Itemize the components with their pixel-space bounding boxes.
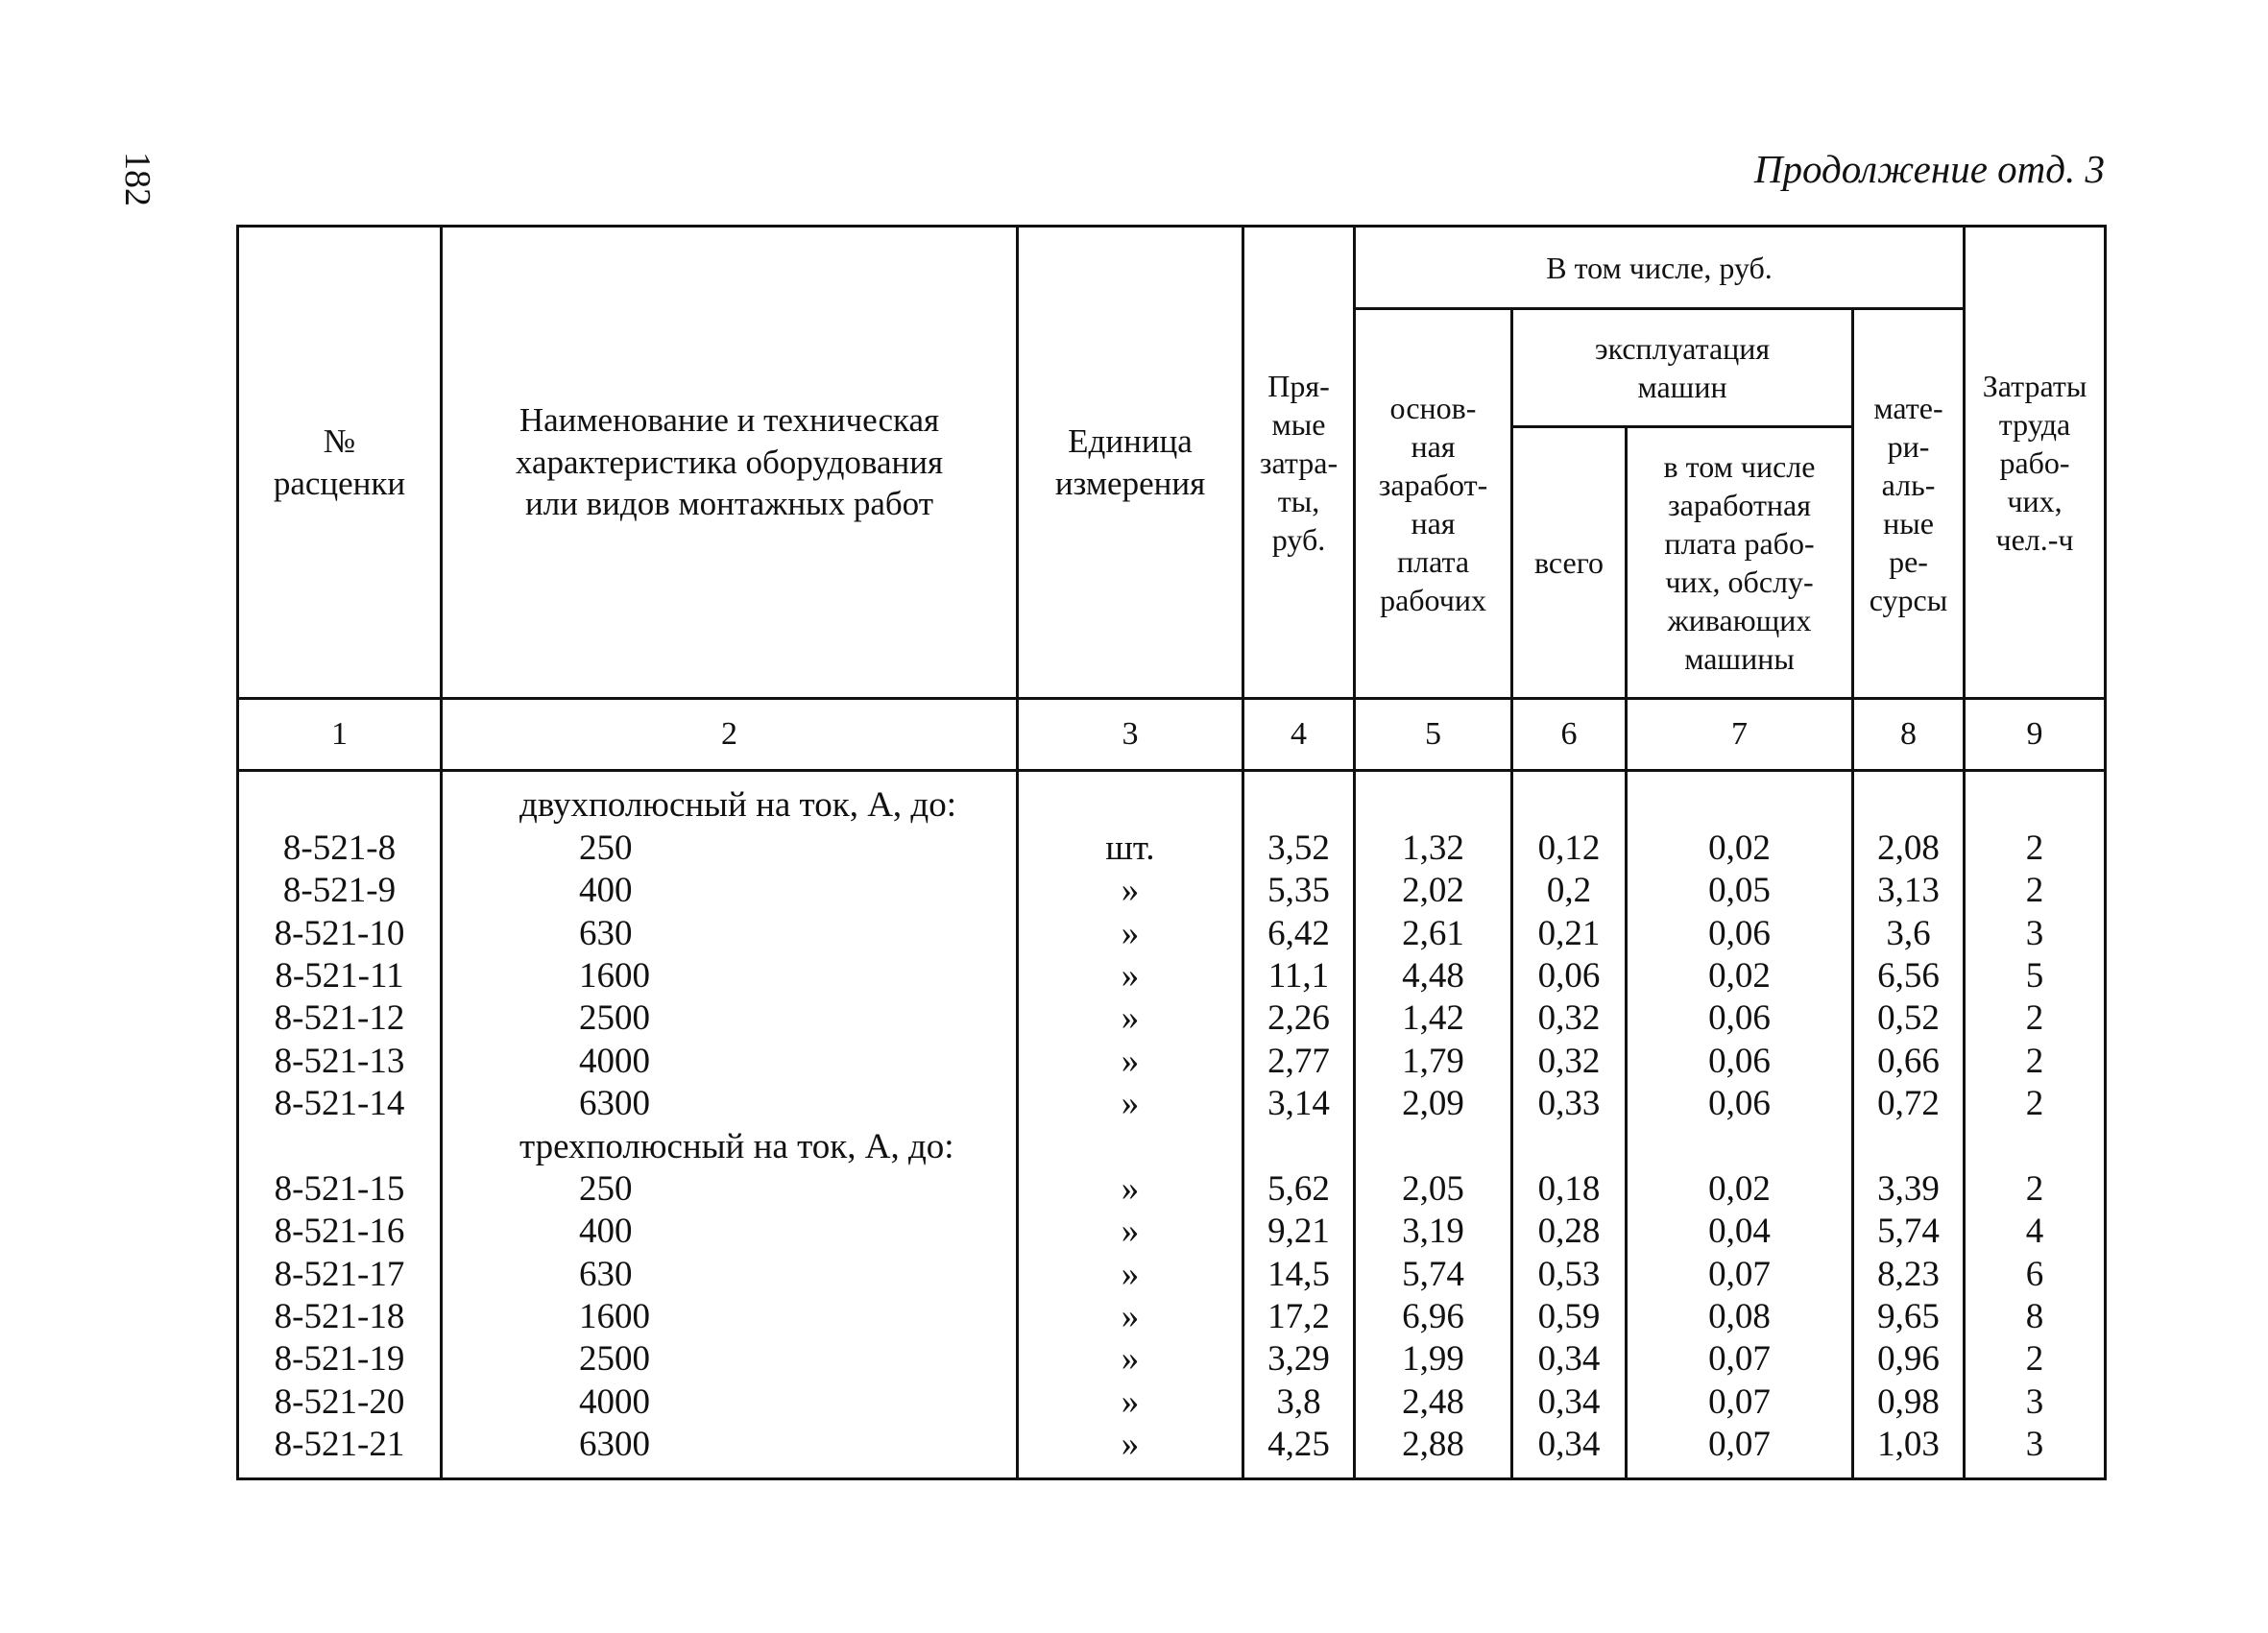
cell-code: 8-521-12 <box>274 998 405 1039</box>
cell-labor: 8 <box>2025 1297 2044 1337</box>
cell-labor: 6 <box>2025 1254 2044 1294</box>
header-rate-number: № расценки <box>238 227 442 699</box>
cell-direct: 11,1 <box>1267 955 1330 996</box>
header-direct-costs: Пря- мые затра- ты, руб. <box>1243 227 1355 699</box>
cell-mach-total: 0,34 <box>1537 1381 1601 1422</box>
cell-wage: 2,48 <box>1402 1381 1464 1422</box>
cell-name: 6300 <box>579 1084 650 1124</box>
cell-wage: 6,96 <box>1402 1297 1464 1337</box>
header-materials: мате- ри- аль- ные ре- сурсы <box>1853 309 1965 699</box>
cell-code: 8-521-15 <box>274 1168 405 1209</box>
header-name: Наименование и техническая характеристика оборудования или видов монтажных работ <box>442 227 1018 699</box>
cell-mach-wage: 0,08 <box>1708 1297 1771 1337</box>
cell-labor: 3 <box>2025 1381 2044 1422</box>
cell-labor <box>1966 783 2104 826</box>
cell-unit: » <box>1121 1168 1140 1209</box>
cell-materials: 0,52 <box>1877 998 1940 1039</box>
cell-materials: 5,74 <box>1877 1212 1940 1252</box>
cell-wage: 1,42 <box>1402 998 1464 1039</box>
materials-column <box>1853 771 1965 1479</box>
cell-code: 8-521-14 <box>274 1084 405 1124</box>
cell-mach-total: 0,06 <box>1537 955 1601 996</box>
header-machine-total: всего <box>1512 427 1627 699</box>
cell-materials: 0,72 <box>1877 1084 1940 1124</box>
continuation-caption: Продолжение отд. 3 <box>1753 147 2105 191</box>
cell-mach-total <box>1513 1125 1625 1167</box>
cell-materials: 9,65 <box>1877 1297 1940 1337</box>
header-base-wage: основ- ная заработ- ная плата рабочих <box>1355 309 1512 699</box>
cell-labor: 5 <box>2025 955 2044 996</box>
cell-name: 250 <box>579 1168 633 1209</box>
cell-code: 8-521-20 <box>274 1381 405 1422</box>
cell-wage: 1,79 <box>1402 1041 1464 1081</box>
cell-mach-wage: 0,07 <box>1708 1339 1771 1380</box>
cell-code: 8-521-9 <box>282 871 397 911</box>
cell-materials: 0,96 <box>1877 1339 1940 1380</box>
cell-mach-wage <box>1628 1125 1851 1167</box>
cell-code: 8-521-21 <box>274 1425 405 1465</box>
cell-wage: 1,32 <box>1402 828 1464 868</box>
cell-mach-total <box>1513 783 1625 826</box>
cell-name: 400 <box>579 1212 633 1252</box>
cell-mach-wage <box>1628 783 1851 826</box>
cell-unit: » <box>1121 1084 1140 1124</box>
cell-labor: 4 <box>2025 1212 2044 1252</box>
cell-materials: 2,08 <box>1877 828 1940 868</box>
cell-name: 2500 <box>579 998 650 1039</box>
cell-direct: 2,77 <box>1267 1041 1330 1081</box>
cell-unit: » <box>1121 1212 1140 1252</box>
cell-materials: 1,03 <box>1877 1425 1940 1465</box>
cell-mach-total: 0,53 <box>1537 1254 1601 1294</box>
cell-materials: 0,66 <box>1877 1041 1940 1081</box>
cell-wage: 2,88 <box>1402 1425 1464 1465</box>
cell-materials: 3,39 <box>1877 1168 1940 1209</box>
cell-unit: » <box>1121 1339 1140 1380</box>
cell-unit: » <box>1121 1381 1140 1422</box>
cell-labor: 2 <box>2025 871 2044 911</box>
cell-direct: 6,42 <box>1267 913 1330 953</box>
cell-mach-wage: 0,05 <box>1708 871 1771 911</box>
cell-materials <box>1854 1125 1963 1167</box>
cell-mach-total: 0,21 <box>1537 913 1601 953</box>
cell-direct: 3,29 <box>1267 1339 1330 1380</box>
cell-name: 4000 <box>579 1041 650 1081</box>
cell-direct: 3,8 <box>1276 1381 1321 1422</box>
cell-direct: 3,14 <box>1267 1084 1330 1124</box>
header-machine-operation: эксплуатация машин <box>1512 309 1853 427</box>
cell-unit <box>1019 1125 1242 1167</box>
rates-table <box>236 225 2107 1480</box>
names-column <box>442 771 1018 1479</box>
cell-code: 8-521-10 <box>274 913 405 953</box>
cell-mach-wage: 0,02 <box>1708 955 1771 996</box>
cell-code: 8-521-13 <box>274 1041 405 1081</box>
cell-materials: 6,56 <box>1877 955 1940 996</box>
cell-code: 8-521-17 <box>274 1254 405 1294</box>
cell-code: 8-521-16 <box>274 1212 405 1252</box>
cell-materials: 8,23 <box>1877 1254 1940 1294</box>
cell-labor: 2 <box>2025 828 2044 868</box>
cell-mach-total: 0,2 <box>1546 871 1592 911</box>
column-number: 7 <box>1627 699 1853 771</box>
cell-direct: 2,26 <box>1267 998 1330 1039</box>
cell-code: 8-521-11 <box>275 955 404 996</box>
header-including: В том числе, руб. <box>1355 227 1965 309</box>
cell-mach-total: 0,28 <box>1537 1212 1601 1252</box>
cell-labor <box>1966 1125 2104 1167</box>
machine-wage-column <box>1627 771 1853 1479</box>
cell-materials: 3,13 <box>1877 871 1940 911</box>
cell-unit: » <box>1121 1254 1140 1294</box>
cell-mach-wage: 0,06 <box>1708 1041 1771 1081</box>
cell-mach-wage: 0,06 <box>1708 998 1771 1039</box>
cell-wage: 2,09 <box>1402 1084 1464 1124</box>
cell-unit <box>1019 783 1242 826</box>
cell-name: 4000 <box>579 1381 650 1422</box>
column-number: 2 <box>442 699 1018 771</box>
column-number: 4 <box>1243 699 1355 771</box>
cell-labor: 3 <box>2025 913 2044 953</box>
page-number: 182 <box>117 152 157 206</box>
header-machine-wage: в том числе заработная плата рабо- чих, обслу- живающих машины <box>1627 427 1853 699</box>
cell-mach-wage: 0,07 <box>1708 1381 1771 1422</box>
cell-labor: 3 <box>2025 1425 2044 1465</box>
cell-direct: 14,5 <box>1267 1254 1330 1294</box>
cell-mach-wage: 0,07 <box>1708 1254 1771 1294</box>
cell-labor: 2 <box>2025 1041 2044 1081</box>
cell-code <box>239 783 440 826</box>
cell-direct: 9,21 <box>1267 1212 1330 1252</box>
cell-labor: 2 <box>2025 998 2044 1039</box>
column-number: 3 <box>1018 699 1243 771</box>
direct-costs-column <box>1243 771 1355 1479</box>
cell-mach-total: 0,34 <box>1537 1339 1601 1380</box>
cell-wage: 4,48 <box>1402 955 1464 996</box>
cell-mach-total: 0,34 <box>1537 1425 1601 1465</box>
cell-unit: шт. <box>1105 828 1155 868</box>
cell-wage: 3,19 <box>1402 1212 1464 1252</box>
cell-unit: » <box>1121 1297 1140 1337</box>
cell-code: 8-521-19 <box>274 1339 405 1380</box>
cell-materials <box>1854 783 1963 826</box>
cell-mach-total: 0,12 <box>1537 828 1601 868</box>
cell-direct: 3,52 <box>1267 828 1330 868</box>
cell-wage: 5,74 <box>1402 1254 1464 1294</box>
cell-name: 1600 <box>579 955 650 996</box>
column-number: 8 <box>1853 699 1965 771</box>
cell-name: 250 <box>579 828 633 868</box>
cell-labor: 2 <box>2025 1339 2044 1380</box>
cell-name: 2500 <box>579 1339 650 1380</box>
cell-mach-wage: 0,02 <box>1708 1168 1771 1209</box>
section-heading: двухполюсный на ток, А, до: <box>519 785 957 826</box>
cell-mach-wage: 0,06 <box>1708 913 1771 953</box>
cell-mach-total: 0,18 <box>1537 1168 1601 1209</box>
cell-name: 6300 <box>579 1425 650 1465</box>
cell-code: 8-521-8 <box>282 828 397 868</box>
cell-unit: » <box>1121 955 1140 996</box>
column-number: 5 <box>1355 699 1512 771</box>
header-unit: Единица измерения <box>1018 227 1243 699</box>
cell-name: 1600 <box>579 1297 650 1337</box>
rate-codes-column <box>238 771 442 1479</box>
cell-unit: » <box>1121 1041 1140 1081</box>
cell-unit: » <box>1121 998 1140 1039</box>
cell-wage <box>1356 1125 1510 1167</box>
machine-total-column <box>1512 771 1627 1479</box>
cell-mach-total: 0,32 <box>1537 998 1601 1039</box>
cell-mach-wage: 0,02 <box>1708 828 1771 868</box>
cell-wage: 2,05 <box>1402 1168 1464 1209</box>
cell-mach-total: 0,59 <box>1537 1297 1601 1337</box>
section-heading: трехполюсный на ток, А, до: <box>519 1126 954 1166</box>
column-number: 1 <box>238 699 442 771</box>
base-wage-column <box>1355 771 1512 1479</box>
cell-mach-wage: 0,04 <box>1708 1212 1771 1252</box>
cell-direct: 4,25 <box>1267 1425 1330 1465</box>
cell-wage: 1,99 <box>1402 1339 1464 1380</box>
cell-unit: » <box>1121 1425 1140 1465</box>
cell-mach-wage: 0,07 <box>1708 1425 1771 1465</box>
units-column <box>1018 771 1243 1479</box>
cell-materials: 3,6 <box>1886 913 1931 953</box>
cell-unit: » <box>1121 913 1140 953</box>
cell-code <box>239 1125 440 1167</box>
cell-mach-wage: 0,06 <box>1708 1084 1771 1124</box>
cell-mach-total: 0,32 <box>1537 1041 1601 1081</box>
cell-direct: 5,62 <box>1267 1168 1330 1209</box>
cell-labor: 2 <box>2025 1168 2044 1209</box>
cell-direct: 17,2 <box>1267 1297 1330 1337</box>
cell-name: 630 <box>579 913 633 953</box>
labor-column <box>1965 771 2106 1479</box>
cell-wage: 2,02 <box>1402 871 1464 911</box>
header-labor: Затраты труда рабо- чих, чел.-ч <box>1965 227 2106 699</box>
cell-name: 400 <box>579 871 633 911</box>
cell-wage: 2,61 <box>1402 913 1464 953</box>
cell-direct <box>1244 783 1353 826</box>
cell-mach-total: 0,33 <box>1537 1084 1601 1124</box>
cell-materials: 0,98 <box>1877 1381 1940 1422</box>
column-number: 6 <box>1512 699 1627 771</box>
cell-name: 630 <box>579 1254 633 1294</box>
cell-direct <box>1244 1125 1353 1167</box>
cell-labor: 2 <box>2025 1084 2044 1124</box>
cell-unit: » <box>1121 871 1140 911</box>
cell-direct: 5,35 <box>1267 871 1330 911</box>
cell-wage <box>1356 783 1510 826</box>
cell-code: 8-521-18 <box>274 1297 405 1337</box>
column-number: 9 <box>1965 699 2106 771</box>
